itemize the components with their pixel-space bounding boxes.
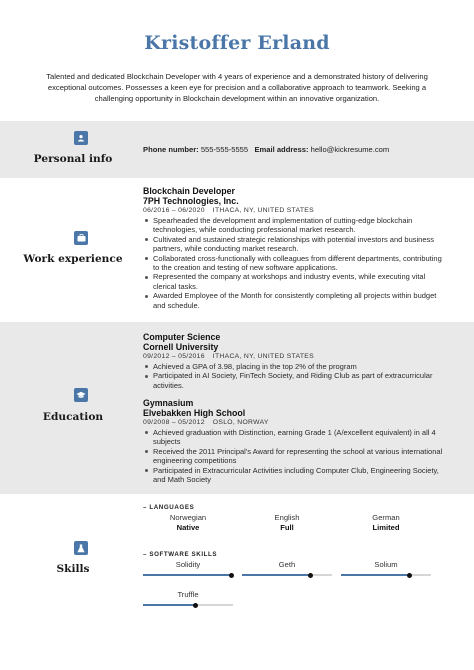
briefcase-icon <box>74 231 88 245</box>
skill-level-bar <box>143 604 233 606</box>
list-item: Collaborated cross-functionally with colleagues from different departments, contributing to the creation and testing of new software applications. <box>143 254 443 273</box>
skill-level-bar <box>242 574 332 576</box>
education-entry-1 <box>143 332 443 390</box>
flask-icon <box>74 541 88 555</box>
personal-info-title: Personal info <box>33 153 113 165</box>
education-dates: 09/2008 – 05/2012 <box>143 419 205 426</box>
job-bullets <box>143 216 443 310</box>
job-dates: 06/2016 – 06/2020 <box>143 207 205 214</box>
skill-name: Solium <box>374 560 398 569</box>
skill-name: Solidity <box>175 560 201 569</box>
person-icon <box>74 131 88 145</box>
skills-section <box>0 494 474 670</box>
education-title: Education <box>42 411 104 423</box>
list-item: Received the 2011 Principal's Award for representing the school at various international engineering competitions <box>143 447 443 466</box>
school-name: Cornell University <box>143 342 219 352</box>
skill-item <box>242 560 332 576</box>
language-item <box>143 513 233 533</box>
skill-bar-rest <box>195 604 233 606</box>
list-item: Participated in Extracurricular Activities including Computer Club, Engineering Society, and Math Society <box>143 466 443 485</box>
list-item: Participated in AI Society, FinTech Society, and Riding Club as part of extracurricular activities. <box>143 371 443 390</box>
language-item <box>341 513 431 533</box>
skills-side <box>0 494 146 670</box>
skill-name: Truffle <box>177 590 199 599</box>
education-meta <box>143 418 443 428</box>
education-location: OSLO, NORWAY <box>212 419 269 426</box>
skill-bar-rest <box>409 574 431 576</box>
job-title: Blockchain Developer <box>143 186 235 196</box>
skill-level-bar <box>341 574 431 576</box>
skill-level-marker <box>308 573 313 578</box>
work-side <box>0 178 146 322</box>
contact-line <box>143 145 443 154</box>
education-location: ITHACA, NY, UNITED STATES <box>212 353 314 360</box>
skill-item <box>341 560 431 576</box>
email-label: Email address: <box>254 145 309 154</box>
graduation-cap-icon <box>74 388 88 402</box>
email-value: hello@kickresume.com <box>310 145 390 154</box>
phone-value: 555-555-5555 <box>200 145 249 154</box>
skills-title: Skills <box>56 563 90 575</box>
language-name: English <box>274 513 300 522</box>
skill-level-bar <box>143 574 233 576</box>
skill-bar-rest <box>310 574 332 576</box>
skill-level-marker <box>193 603 198 608</box>
candidate-name: Kristoffer Erland <box>144 32 330 54</box>
language-level: Native <box>176 523 200 532</box>
job-meta <box>143 206 443 216</box>
education-entry-2 <box>143 398 443 484</box>
language-level: Full <box>280 523 294 532</box>
skill-item <box>143 590 233 606</box>
personal-info-section <box>0 121 474 178</box>
work-section <box>0 178 474 322</box>
skill-item <box>143 560 233 576</box>
languages-heading: – LANGUAGES <box>143 504 195 511</box>
list-item: Cultivated and sustained strategic relationships with potential investors and business partners, while conducting market research. <box>143 235 443 254</box>
skill-level-marker <box>229 573 234 578</box>
education-bullets <box>143 362 443 390</box>
software-skills-heading: – SOFTWARE SKILLS <box>143 551 218 558</box>
list-item: Achieved a GPA of 3.98, placing in the top 2% of the program <box>143 362 443 371</box>
language-level: Limited <box>372 523 400 532</box>
language-name: German <box>372 513 400 522</box>
professional-summary: Talented and dedicated Blockchain Developer with 4 years of experience and a demonstrated history of delivering exceptional outcomes. Possesses a keen eye for precision and a collaborative approach to teamwork. Seeking a challenging opportunity in Blockchain development within an innovative organization. <box>46 72 428 104</box>
degree-name: Computer Science <box>143 332 221 342</box>
education-dates: 09/2012 – 05/2016 <box>143 353 205 360</box>
work-entry <box>143 186 443 310</box>
education-side <box>0 322 146 494</box>
phone-label: Phone number: <box>143 145 199 154</box>
language-item <box>242 513 332 533</box>
work-title: Work experience <box>23 253 123 265</box>
education-bullets <box>143 428 443 484</box>
skill-name: Geth <box>278 560 296 569</box>
list-item: Awarded Employee of the Month for consistently completing all projects within budget and schedule. <box>143 291 443 310</box>
education-section <box>0 322 474 494</box>
job-location: ITHACA, NY, UNITED STATES <box>212 207 314 214</box>
list-item: Represented the company at workshops and industry events, while executing vital clerical tasks. <box>143 272 443 291</box>
language-name: Norwegian <box>169 513 207 522</box>
list-item: Achieved graduation with Distinction, earning Grade 1 (A/excellent equivalent) in all 4 subjects <box>143 428 443 447</box>
education-meta <box>143 352 443 362</box>
degree-name: Gymnasium <box>143 398 194 408</box>
skill-level-marker <box>407 573 412 578</box>
school-name: Elvebakken High School <box>143 408 246 418</box>
list-item: Spearheaded the development and implementation of cutting-edge blockchain technologies, while conducting professional market research. <box>143 216 443 235</box>
company-name: 7PH Technologies, Inc. <box>143 196 239 206</box>
personal-info-side <box>0 121 146 178</box>
